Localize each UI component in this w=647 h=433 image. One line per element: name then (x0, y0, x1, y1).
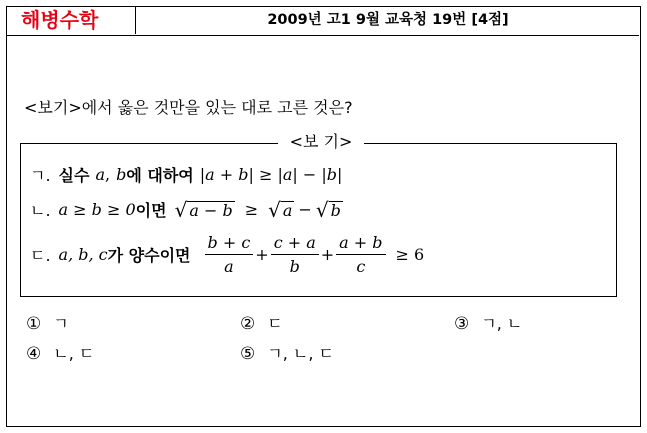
var-b: b (116, 165, 127, 184)
fraction-3: $\frac{a + b}{c}$ (336, 233, 385, 276)
sqrt-expr: √ b (315, 197, 341, 222)
condition-expr: a ≥ b ≥ 0 (58, 200, 136, 219)
choice-5[interactable]: ⑤ ㄱ, ㄴ, ㄷ (240, 344, 334, 364)
inequality-expr: |a + b| ≥ |a| − |b| (199, 165, 343, 184)
fraction-2: $\frac{c + a}{b}$ (271, 233, 319, 276)
comma: , (105, 165, 111, 184)
brand-label: 해병수학 (7, 7, 136, 34)
bogi-item-2 (30, 198, 345, 221)
plus-sign: + (320, 245, 335, 264)
choice-3[interactable]: ③ ㄱ, ㄴ (454, 314, 523, 334)
item-text: 가 양수이면 (107, 246, 191, 265)
item-marker: ㄷ. (30, 246, 51, 265)
item-marker: ㄱ. (30, 166, 51, 185)
minus-sign: − (298, 200, 312, 219)
item-text: 이면 (135, 201, 167, 220)
item-marker: ㄴ. (30, 201, 51, 220)
header-bar (7, 7, 639, 36)
choice-2[interactable]: ② ㄷ (240, 314, 283, 334)
problem-title: 2009년 고1 9월 교육청 19번 [4점] (267, 12, 509, 28)
fraction-1: $\frac{b + c}{a}$ (205, 233, 254, 276)
choice-4[interactable]: ④ ㄴ, ㄷ (26, 344, 95, 364)
item-text: 에 대하여 (126, 166, 194, 185)
item-text: 실수 (58, 166, 90, 185)
sqrt-expr: √ a − b (174, 197, 233, 222)
vars-abc: a, b, c (58, 245, 108, 264)
choice-1[interactable]: ① ㄱ (26, 314, 69, 334)
bogi-label: <보 기> (278, 130, 364, 154)
ge-six: ≥ 6 (395, 245, 425, 264)
question-text: <보기>에서 옳은 것만을 있는 대로 고른 것은? (24, 98, 353, 117)
sqrt-expr: √ a (268, 197, 293, 222)
var-a: a (95, 165, 106, 184)
plus-sign: + (255, 245, 269, 264)
bogi-item-1 (30, 163, 342, 186)
bogi-item-3 (30, 233, 424, 276)
ge-sign: ≥ (244, 200, 259, 219)
